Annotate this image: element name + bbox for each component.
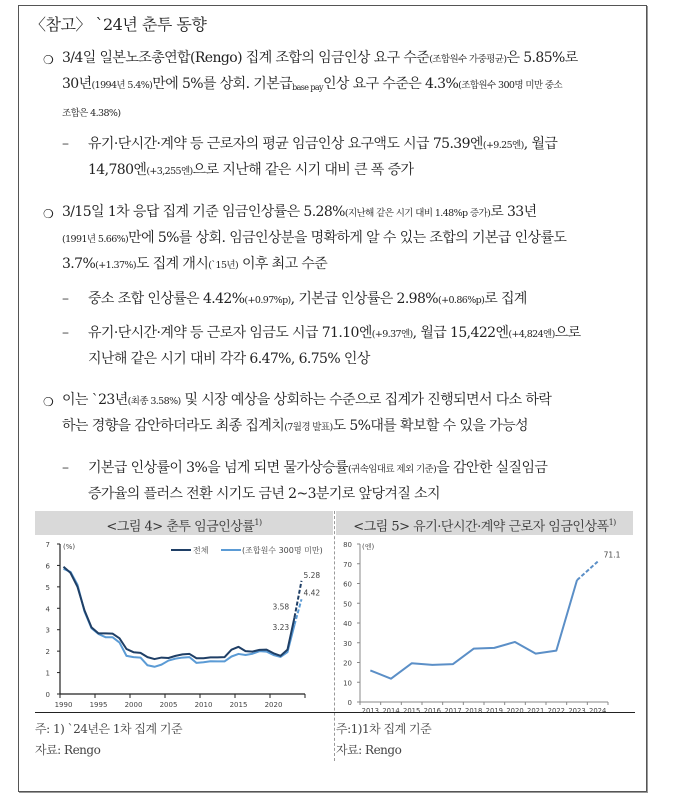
svg-text:(조합원수 300명 미만): (조합원수 300명 미만) (242, 546, 323, 555)
hollow-circle-icon: ❍ (43, 53, 54, 67)
svg-text:0: 0 (45, 691, 50, 699)
svg-text:60: 60 (343, 580, 352, 589)
text-line: 지난해 같은 시기 대비 각각 6.47%, 6.75% 인상 (88, 351, 370, 367)
chart-5-lines (370, 551, 620, 679)
svg-text:2021: 2021 (527, 707, 545, 712)
svg-text:70: 70 (343, 560, 352, 569)
text-line: 유기·단시간·계약 등 근로자의 평균 임금인상 요구액도 시급 75.39엔(+9.25엔), 월급 (88, 136, 558, 152)
text-line: 3/4일 일본노조총연합(Rengo) 집계 조합의 임금인상 요구 수준(조합원수 가중평균)은 5.85%로 (62, 50, 578, 66)
chart-5-axes (343, 541, 608, 712)
svg-text:50: 50 (343, 600, 352, 609)
dash-marker: – (62, 136, 69, 152)
text-line: 기본급 인상률이 3%을 넘게 되면 물가상승률(귀속임대료 제외 기준)을 감안한 실질임금 (88, 460, 548, 476)
hollow-circle-icon: ❍ (43, 207, 54, 221)
text-line: 증가율의 플러스 전환 시기도 금년 2~3분기로 앞당겨질 소지 (88, 486, 440, 502)
figure-divider (334, 511, 335, 761)
svg-text:2018: 2018 (465, 707, 483, 712)
svg-text:2: 2 (45, 648, 50, 657)
hollow-circle-icon: ❍ (43, 395, 54, 409)
dash-marker: – (62, 460, 69, 476)
text-line: 유기·단시간·계약 등 근로자 임금도 시급 71.10엔(+9.37엔), 월급 15,422엔(+4,824엔)으로 (88, 325, 581, 341)
text-line: 하는 경향을 감안하더라도 최종 집계치(7월경 발표)도 5%대를 확보할 수 있을 가능성 (62, 418, 528, 434)
svg-text:1: 1 (45, 669, 50, 678)
chart-wage-increase-rate (33, 536, 333, 712)
svg-text:2016: 2016 (423, 707, 441, 712)
svg-text:80: 80 (343, 541, 352, 549)
figure-5-title: <그림 5> 유기·단시간·계약 근로자 임금인상폭$^{1)}$ (336, 511, 633, 535)
text-line: 14,780엔(+3,255엔)으로 지난해 같은 시기 대비 큰 폭 증가 (88, 162, 414, 178)
svg-text:10: 10 (343, 679, 352, 688)
svg-text:(엔): (엔) (362, 543, 375, 551)
svg-text:2013: 2013 (361, 707, 379, 712)
svg-text:2023: 2023 (568, 707, 586, 712)
chart-4-lines (64, 567, 321, 667)
figure-5-note: 주:1)1차 집계 기준 (336, 722, 432, 736)
svg-text:4.42: 4.42 (303, 588, 321, 598)
svg-text:3.58: 3.58 (272, 602, 290, 612)
page-title: 〈참고〉 `24년 춘투 동향 (30, 15, 207, 34)
svg-text:2015: 2015 (403, 707, 421, 712)
svg-text:5: 5 (45, 583, 50, 592)
svg-text:5.28: 5.28 (303, 570, 321, 580)
text-line: (1991년 5.66%)만에 5%를 상회. 임금인상분을 명확하게 알 수 있는 조합의 기본급 인상률도 (62, 230, 567, 246)
text-line: 3.7%(+1.37%)도 집계 개시(`15년) 이후 최고 수준 (62, 256, 328, 272)
figure-4-note: 주: 1) `24년은 1차 집계 기준 (35, 722, 183, 736)
dash-paragraph-4 (88, 456, 633, 506)
dash-marker: – (62, 291, 69, 307)
svg-text:2020: 2020 (506, 707, 524, 712)
svg-text:(%): (%) (63, 543, 76, 551)
svg-text:2024: 2024 (589, 707, 607, 712)
bullet-paragraph-1 (62, 46, 632, 126)
text-line: 30년(1994년 5.4%)만에 5%를 상회. 기본급$_{base pay}$인상 요구 수준은 4.3%(조합원수 300명 미만 중소 (62, 76, 563, 92)
svg-text:71.1: 71.1 (603, 550, 621, 560)
svg-text:3: 3 (45, 626, 50, 635)
svg-text:2010: 2010 (194, 701, 213, 709)
svg-text:전체: 전체 (193, 546, 209, 555)
svg-text:30: 30 (343, 639, 352, 648)
figure-bottom-rule (35, 712, 635, 713)
dash-paragraph-3 (88, 321, 633, 371)
chart-part-time-wage-increase (336, 536, 636, 712)
svg-text:20: 20 (343, 659, 352, 668)
svg-text:6: 6 (45, 562, 50, 571)
text-line: 중소 조합 인상률은 4.42%(+0.97%p), 기본급 인상률은 2.98%(+0.86%p)로 집계 (88, 291, 527, 307)
svg-text:2015: 2015 (229, 701, 248, 709)
svg-text:1995: 1995 (89, 701, 108, 709)
svg-text:2014: 2014 (382, 707, 400, 712)
bullet-paragraph-2 (62, 200, 632, 278)
svg-text:2020: 2020 (264, 701, 283, 709)
figure-5-source: 자료: Rengo (336, 743, 402, 757)
svg-text:7: 7 (45, 541, 50, 549)
text-line: 이는 `23년(최종 3.58%) 및 시장 예상을 상회하는 수준으로 집계가 진행되면서 다소 하락 (62, 392, 552, 408)
text-line: 3/15일 1차 응답 집계 기준 임금인상률은 5.28%(지난해 같은 시기 대비 1.48%p 증가)로 33년 (62, 204, 537, 220)
dash-marker: – (62, 325, 69, 341)
svg-text:2000: 2000 (124, 701, 143, 709)
svg-text:0: 0 (347, 699, 352, 707)
svg-text:40: 40 (343, 620, 352, 628)
svg-text:4: 4 (45, 605, 50, 614)
svg-text:3.23: 3.23 (272, 622, 290, 632)
text-line: 조합은 4.38%) (62, 108, 121, 119)
figure-4-source: 자료: Rengo (35, 743, 101, 757)
svg-text:2005: 2005 (159, 701, 178, 709)
dash-paragraph-1 (88, 132, 633, 184)
figure-4-title: <그림 4> 춘투 임금인상률$^{1)}$ (35, 511, 333, 535)
svg-text:2019: 2019 (485, 707, 503, 712)
dash-paragraph-2 (88, 287, 633, 313)
svg-text:2022: 2022 (547, 707, 565, 712)
svg-text:2017: 2017 (444, 707, 462, 712)
bullet-paragraph-3 (62, 388, 632, 440)
svg-text:1990: 1990 (54, 701, 73, 709)
